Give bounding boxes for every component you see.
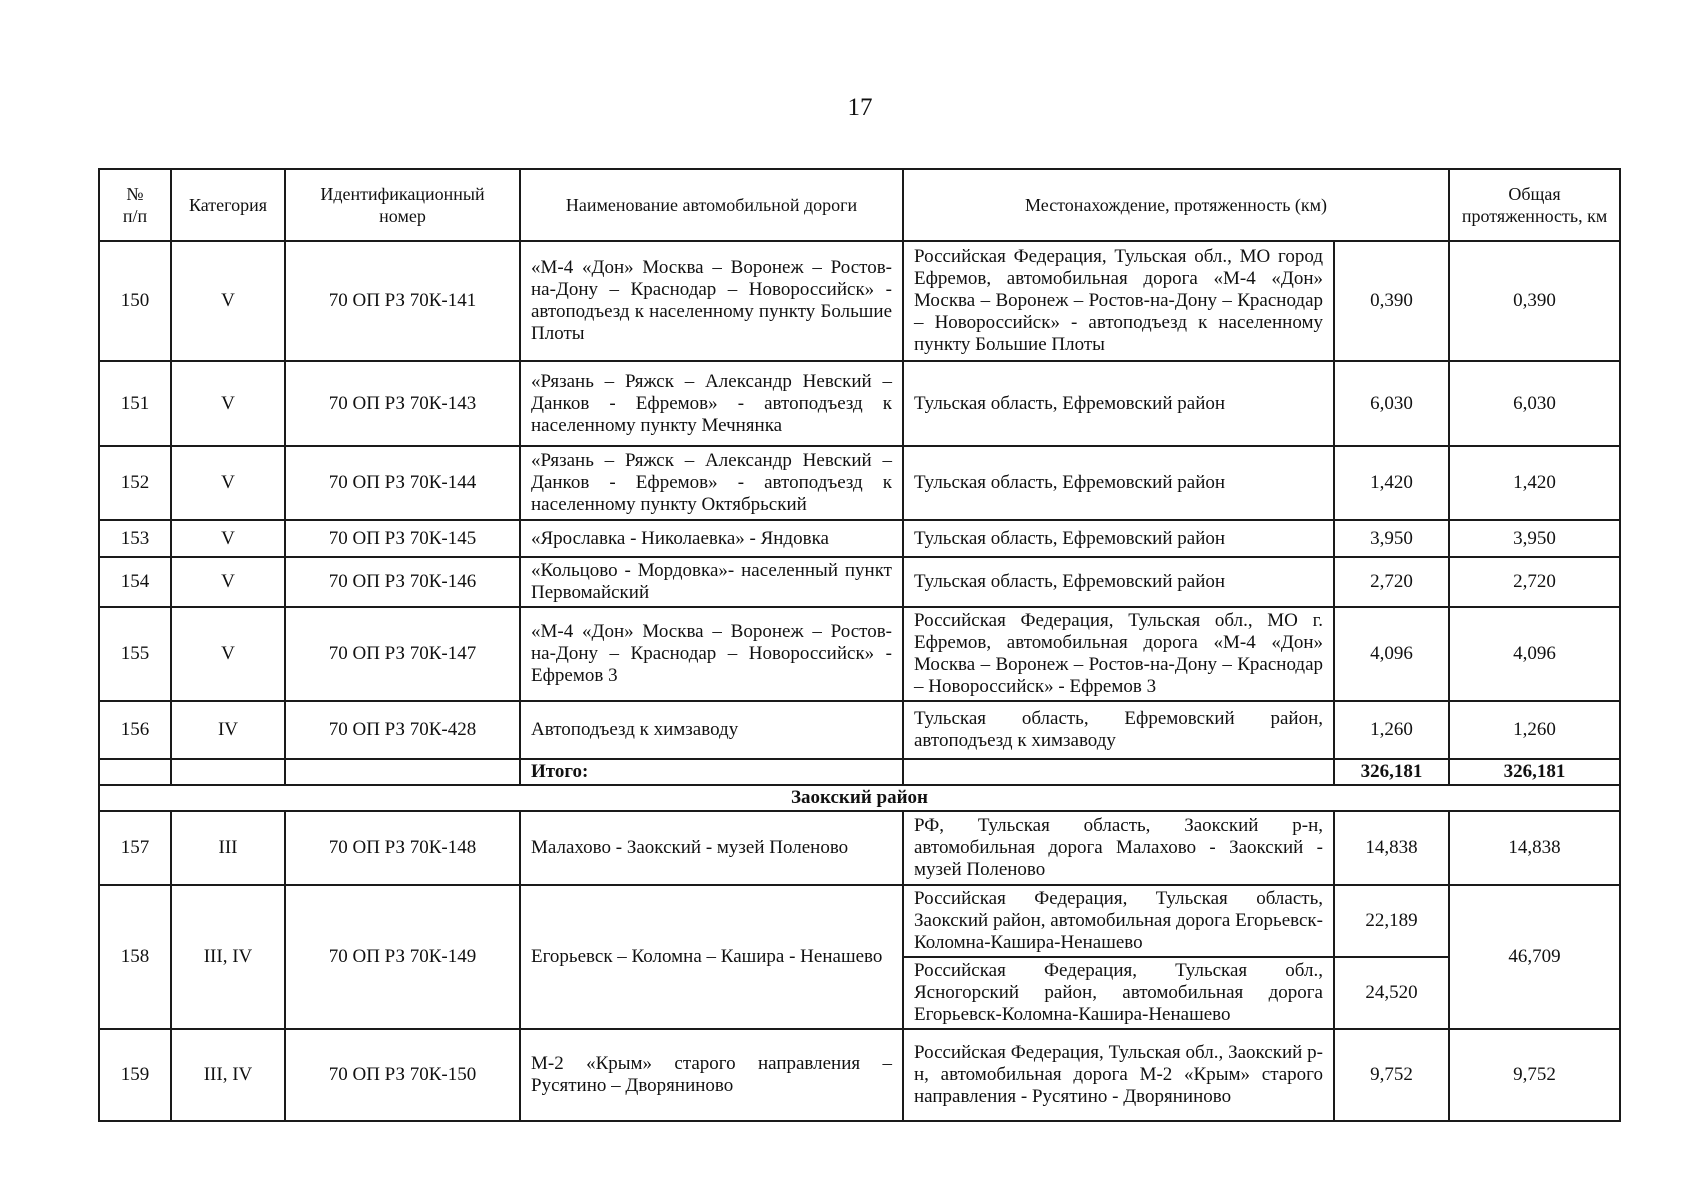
row-location: Тульская область, Ефремовский район	[903, 446, 1334, 520]
row-name: «Рязань – Ряжск – Александр Невский – Данков - Ефремов» - автоподъезд к населенному пункту Октябрьский	[520, 446, 903, 520]
row-num: 150	[99, 241, 171, 361]
header-num: № п/п	[99, 169, 171, 241]
row-location: Российская Федерация, Тульская область, Заокский район, автомобильная дорога Егорьевск-Коломна-Кашира-Ненашево	[903, 885, 1334, 957]
row-id: 70 ОП РЗ 70К-428	[285, 701, 520, 759]
row-location: Российская Федерация, Тульская обл., МО город Ефремов, автомобильная дорога «М-4 «Дон» Москва – Воронеж – Ростов-на-Дону – Краснодар – Новороссийск» - автоподъезд к населенному пункту Большие Плоты	[903, 241, 1334, 361]
row-id: 70 ОП РЗ 70К-145	[285, 520, 520, 557]
subtotal-total: 326,181	[1449, 759, 1620, 785]
row-name: «Рязань – Ряжск – Александр Невский – Данков - Ефремов» - автоподъезд к населенному пункту Мечнянка	[520, 361, 903, 446]
table-row	[99, 557, 1620, 607]
row-location: Тульская область, Ефремовский район	[903, 361, 1334, 446]
row-total: 46,709	[1449, 885, 1620, 1029]
row-num: 159	[99, 1029, 171, 1121]
table-row	[99, 607, 1620, 701]
row-id: 70 ОП РЗ 70К-141	[285, 241, 520, 361]
row-id: 70 ОП РЗ 70К-146	[285, 557, 520, 607]
row-id: 70 ОП РЗ 70К-147	[285, 607, 520, 701]
row-location: Тульская область, Ефремовский район	[903, 557, 1334, 607]
row-category: V	[171, 520, 285, 557]
row-num: 158	[99, 885, 171, 1029]
row-name: «Ярославка - Николаевка» - Яндовка	[520, 520, 903, 557]
row-name: «Кольцово - Мордовка»- населенный пункт Первомайский	[520, 557, 903, 607]
subtotal-label: Итого:	[520, 759, 903, 785]
row-category: V	[171, 241, 285, 361]
header-name: Наименование автомобильной дороги	[520, 169, 903, 241]
table-row	[99, 520, 1620, 557]
row-name: Автоподъезд к химзаводу	[520, 701, 903, 759]
table-row	[99, 885, 1620, 957]
row-category: III	[171, 811, 285, 885]
table-row	[99, 1029, 1620, 1121]
table-row	[99, 241, 1620, 361]
row-id: 70 ОП РЗ 70К-150	[285, 1029, 520, 1121]
table-row	[99, 446, 1620, 520]
row-total: 14,838	[1449, 811, 1620, 885]
row-name: Малахово - Заокский - музей Поленово	[520, 811, 903, 885]
row-length: 3,950	[1334, 520, 1449, 557]
row-num: 152	[99, 446, 171, 520]
row-length: 9,752	[1334, 1029, 1449, 1121]
row-name: М-2 «Крым» старого направления – Русятино – Дворяниново	[520, 1029, 903, 1121]
row-location: Российская Федерация, Тульская обл., МО г. Ефремов, автомобильная дорога «М-4 «Дон» Москва – Воронеж – Ростов-на-Дону – Краснодар – Новороссийск» - Ефремов 3	[903, 607, 1334, 701]
row-id: 70 ОП РЗ 70К-143	[285, 361, 520, 446]
row-name: «М-4 «Дон» Москва – Воронеж – Ростов-на-Дону – Краснодар – Новороссийск» - Ефремов 3	[520, 607, 903, 701]
row-length: 24,520	[1334, 957, 1449, 1029]
row-length: 6,030	[1334, 361, 1449, 446]
row-num: 151	[99, 361, 171, 446]
row-location: Российская Федерация, Тульская обл., Заокский р-н, автомобильная дорога М-2 «Крым» старого направления - Русятино - Дворяниново	[903, 1029, 1334, 1121]
row-length: 4,096	[1334, 607, 1449, 701]
row-length: 2,720	[1334, 557, 1449, 607]
row-num: 156	[99, 701, 171, 759]
row-total: 4,096	[1449, 607, 1620, 701]
row-num: 155	[99, 607, 171, 701]
row-length: 0,390	[1334, 241, 1449, 361]
row-length: 22,189	[1334, 885, 1449, 957]
row-category: V	[171, 607, 285, 701]
row-id: 70 ОП РЗ 70К-148	[285, 811, 520, 885]
row-category: III, IV	[171, 885, 285, 1029]
row-name: «М-4 «Дон» Москва – Воронеж – Ростов-на-Дону – Краснодар – Новороссийск» - автоподъезд к населенному пункту Большие Плоты	[520, 241, 903, 361]
row-location: РФ, Тульская область, Заокский р-н, автомобильная дорога Малахово - Заокский - музей Поленово	[903, 811, 1334, 885]
row-category: V	[171, 361, 285, 446]
page-number: 17	[847, 94, 873, 121]
row-total: 3,950	[1449, 520, 1620, 557]
roads-table	[98, 168, 1621, 1122]
row-name: Егорьевск – Коломна – Кашира - Ненашево	[520, 885, 903, 1029]
row-total: 0,390	[1449, 241, 1620, 361]
table-row	[99, 811, 1620, 885]
district-row	[99, 785, 1620, 811]
subtotal-row	[99, 759, 1620, 785]
row-length: 1,420	[1334, 446, 1449, 520]
row-total: 1,420	[1449, 446, 1620, 520]
row-location: Тульская область, Ефремовский район	[903, 520, 1334, 557]
header-category: Категория	[171, 169, 285, 241]
row-id: 70 ОП РЗ 70К-144	[285, 446, 520, 520]
row-location: Российская Федерация, Тульская обл., Ясногорский район, автомобильная дорога Егорьевск-Коломна-Кашира-Ненашево	[903, 957, 1334, 1029]
row-length: 14,838	[1334, 811, 1449, 885]
row-category: V	[171, 446, 285, 520]
table-row	[99, 361, 1620, 446]
row-location: Тульская область, Ефремовский район, автоподъезд к химзаводу	[903, 701, 1334, 759]
district-heading: Заокский район	[99, 785, 1620, 811]
header-row	[99, 169, 1620, 241]
header-location: Местонахождение, протяженность (км)	[903, 169, 1449, 241]
subtotal-length: 326,181	[1334, 759, 1449, 785]
table-row	[99, 701, 1620, 759]
row-num: 154	[99, 557, 171, 607]
row-total: 2,720	[1449, 557, 1620, 607]
row-category: V	[171, 557, 285, 607]
row-category: IV	[171, 701, 285, 759]
row-num: 153	[99, 520, 171, 557]
row-length: 1,260	[1334, 701, 1449, 759]
header-total: Общая протяженность, км	[1449, 169, 1620, 241]
header-id: Идентификационный номер	[285, 169, 520, 241]
row-total: 1,260	[1449, 701, 1620, 759]
row-num: 157	[99, 811, 171, 885]
row-category: III, IV	[171, 1029, 285, 1121]
row-total: 6,030	[1449, 361, 1620, 446]
row-total: 9,752	[1449, 1029, 1620, 1121]
row-id: 70 ОП РЗ 70К-149	[285, 885, 520, 1029]
